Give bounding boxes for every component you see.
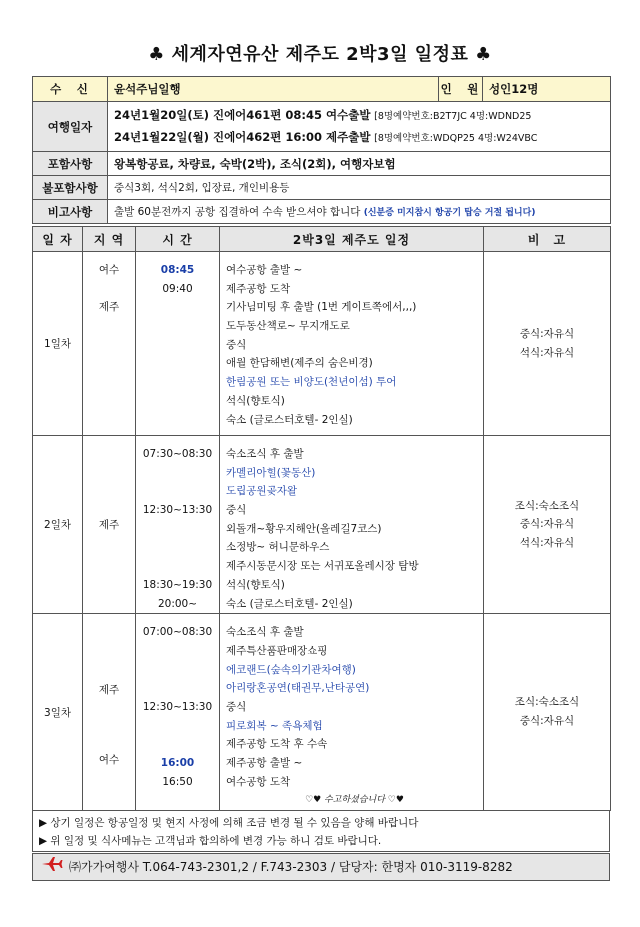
agency-contact-bar	[32, 853, 610, 881]
day1-activity: 도두동산책로~ 무지개도로	[226, 320, 350, 333]
day2-time	[136, 464, 219, 483]
day1-activity: 제주공항 도착	[226, 282, 291, 295]
day3-row	[33, 614, 611, 811]
day3-time: 07:00~08:30	[142, 626, 213, 639]
day3-time: 16:00	[160, 757, 195, 769]
day3-activity: 제주공항 도착 후 수속	[226, 738, 328, 751]
dates-label: 여행일자	[33, 102, 108, 152]
day1-activity: 숙소 (글로스터호텔- 2인실)	[226, 413, 353, 426]
day2-note: 중식:자유식	[519, 518, 575, 531]
day2-time: 18:30~19:30	[142, 578, 213, 591]
day3-activity: 중식	[226, 700, 247, 713]
day3-activity: 아리랑혼공연(태권무,난타공연)	[226, 682, 370, 695]
day3-activities	[220, 614, 484, 811]
people-label: 인 원	[439, 77, 483, 102]
day2-note: 석식:자유식	[519, 536, 575, 549]
day2-activity: 숙소조식 후 출발	[226, 448, 304, 460]
airplane-icon	[41, 855, 63, 881]
day3-label: 3일차	[33, 614, 83, 811]
departure-flight: 24년1월20일(토) 진에어461편 08:45 여수출발	[114, 107, 371, 122]
day2-activity: 외돌개~황우지해안(올레길7코스)	[226, 522, 382, 535]
header-day: 일 자	[33, 227, 83, 252]
day2-activity: 중식	[226, 504, 247, 517]
day3-activity: 숙소조식 후 출발	[226, 626, 304, 639]
footer-notes	[32, 810, 610, 852]
day1-notes	[484, 252, 611, 436]
day1-activity: 애월 한담해변(제주의 숨은비경)	[226, 357, 373, 370]
schedule-table	[32, 226, 611, 811]
day2-time	[136, 520, 219, 539]
day2-time	[136, 557, 219, 576]
page-title: ♣ 세계자연유산 제주도 2박3일 일정표 ♣	[148, 44, 492, 65]
remarks-text: 출발 60분전까지 공항 집결하여 수속 받으셔야 합니다	[114, 206, 361, 218]
day2-note: 조식:숙소조식	[514, 499, 580, 512]
excluded-value: 중식3회, 석식2회, 입장료, 개인비용등	[108, 176, 611, 200]
dates-value	[108, 102, 611, 152]
day3-activity: 제주공항 출발 ~	[226, 757, 303, 769]
day1-activity: 한림공원 또는 비양도(천년이섬) 투어	[226, 376, 397, 389]
day1-regions	[83, 252, 136, 436]
day1-time: 08:45	[160, 264, 195, 276]
day3-regions	[83, 614, 136, 811]
agency-contact: ㈜가가여행사 T.064-743-2301,2 / F.743-2303 / 담당자: 한명자 010-3119-8282	[69, 860, 513, 874]
recipient-label: 수 신	[33, 77, 108, 102]
day3-closing: ♡♥ 수고하셨습니다 ♡♥	[305, 795, 404, 806]
header-itinerary: 2박3일 제주도 일정	[220, 227, 484, 252]
header-region: 지 역	[83, 227, 136, 252]
day2-activities	[220, 436, 484, 614]
day1-times	[136, 252, 220, 436]
day1-activity: 중식	[226, 338, 247, 351]
day3-region-bottom: 여수	[98, 753, 120, 766]
remarks-label: 비고사항	[33, 200, 108, 224]
day1-region: 여수	[98, 264, 120, 276]
day1-note: 석식:자유식	[519, 346, 575, 359]
return-flight: 24년1월22일(월) 진에어462편 16:00 제주출발	[114, 129, 371, 144]
info-table	[32, 76, 611, 224]
included-value: 왕복항공료, 차량료, 숙박(2박), 조식(2회), 여행자보험	[108, 152, 611, 176]
day1-row	[33, 252, 611, 436]
remarks-value	[108, 200, 611, 224]
day3-activity: 제주특산품판매장쇼핑	[226, 644, 328, 657]
day2-time: 20:00~	[157, 597, 198, 610]
day3-time: 16:50	[162, 775, 193, 788]
day1-activities	[220, 252, 484, 436]
day2-activity: 숙소 (글로스터호텔- 2인실)	[226, 597, 353, 610]
day3-time: 12:30~13:30	[142, 700, 213, 713]
day2-time: 07:30~08:30	[142, 448, 213, 460]
day3-note: 조식:숙소조식	[514, 696, 580, 709]
day2-times	[136, 436, 220, 614]
day2-activity: 소정방~ 허니문하우스	[226, 541, 330, 554]
day1-activity: 여수공항 출발 ~	[226, 264, 303, 276]
day3-times	[136, 614, 220, 811]
recipient-value: 윤석주님일행	[108, 77, 439, 102]
day1-activity: 석식(향토식)	[226, 394, 285, 407]
included-label: 포함사항	[33, 152, 108, 176]
day3-time	[136, 717, 219, 736]
people-value: 성인12명	[483, 77, 611, 102]
day2-activity: 카멜리아힐(꽃동산)	[226, 466, 316, 479]
header-time: 시 간	[136, 227, 220, 252]
day3-note: 중식:자유식	[519, 715, 575, 728]
day3-time	[136, 642, 219, 661]
day3-activity: 피로회복 ~ 족욕체험	[226, 719, 323, 732]
day2-time	[136, 538, 219, 557]
day1-activity: 기사님미팅 후 출발 (1번 게이트쪽에서,,,)	[226, 301, 417, 314]
day3-time	[136, 661, 219, 680]
day2-row	[33, 436, 611, 614]
day1-label: 1일차	[33, 252, 83, 436]
day2-activity: 제주시동문시장 또는 서귀포올레시장 탐방	[226, 560, 419, 573]
day2-region: 제주	[83, 436, 136, 614]
day3-activity: 에코랜드(숲속의기관차여행)	[226, 663, 356, 676]
day3-notes	[484, 614, 611, 811]
day2-label: 2일차	[33, 436, 83, 614]
day3-time	[136, 679, 219, 698]
remarks-id-note: (신분증 미지참시 항공기 탑승 거절 됩니다)	[363, 208, 536, 218]
footer-note: ▶ 위 일정 및 식사메뉴는 고객님과 합의하에 변경 가능 하니 검토 바랍니다.	[39, 835, 382, 847]
excluded-label: 불포함사항	[33, 176, 108, 200]
day2-time: 12:30~13:30	[142, 504, 213, 517]
return-booking: [8명예약번호:WDQP25 4명:W24VBC	[374, 132, 538, 144]
day2-time	[136, 482, 219, 501]
day3-time	[136, 735, 219, 754]
day1-region	[83, 280, 135, 299]
header-notes: 비 고	[484, 227, 611, 252]
departure-booking: [8명예약번호:B2T7JC 4명:WDND25	[374, 110, 532, 122]
day2-activity: 도립공원곶자왈	[226, 485, 298, 498]
day1-region: 제주	[98, 301, 120, 314]
day1-time: 09:40	[162, 282, 193, 295]
day3-activity: 여수공항 도착	[226, 775, 291, 788]
footer-note: ▶ 상기 일정은 항공일정 및 현지 사정에 의해 조금 변경 될 수 있음을 양해 바랍니다	[39, 817, 419, 829]
day1-note: 중식:자유식	[519, 327, 575, 340]
day3-region-top: 제주	[98, 683, 120, 696]
day2-activity: 석식(향토식)	[226, 578, 285, 591]
day2-notes	[484, 436, 611, 614]
